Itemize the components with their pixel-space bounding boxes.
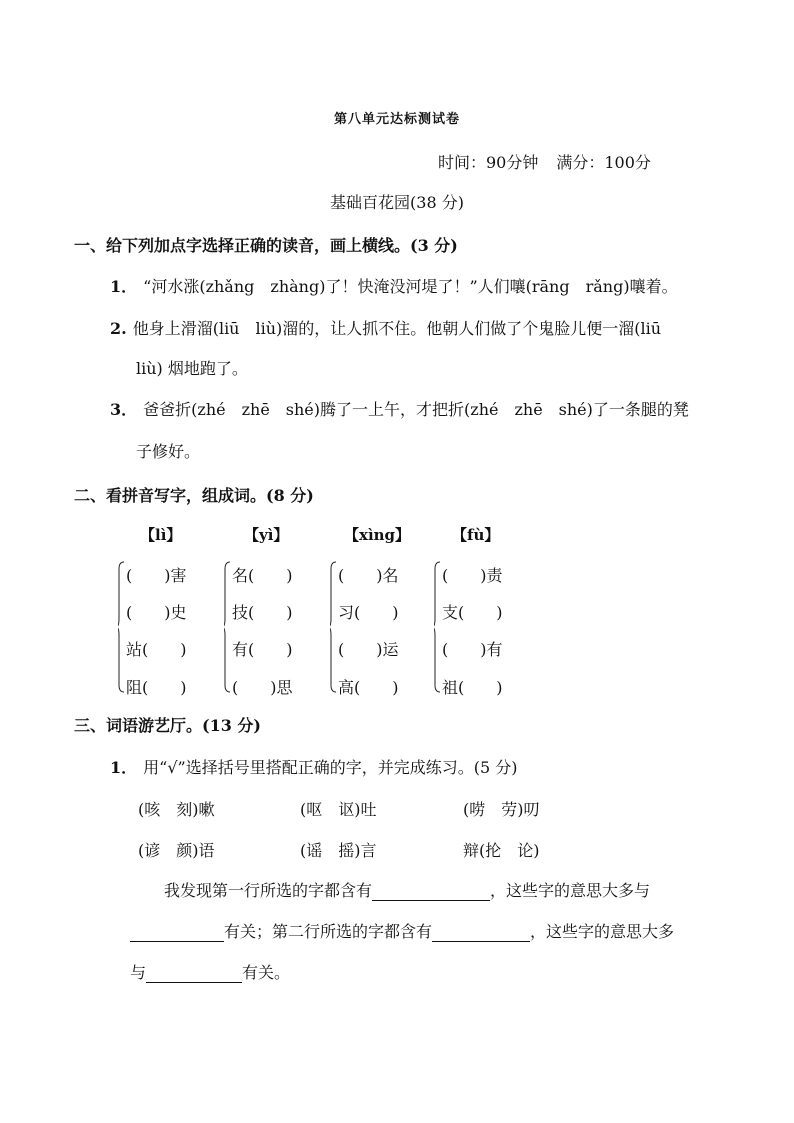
q1-item-2-line-1: 他身上滑溜(liū liù)溜的，让人抓不住。他朝人们做了个鬼脸儿便一溜(liū [132, 319, 662, 338]
word-cell: 站( ) [126, 640, 187, 659]
word-cell: ( )有 [442, 640, 503, 659]
pinyin-label: 【yì】 [244, 526, 289, 544]
paragraph-text: 有关；第二行所选的字都含有 [224, 922, 433, 941]
exam-meta [438, 150, 651, 173]
q1-item-3-line-2: 子修好。 [136, 442, 201, 461]
word-cell: ( )史 [126, 603, 187, 622]
left-brace-icon [224, 561, 230, 693]
choice-item: 辩(抡 论) [463, 841, 540, 860]
word-cell: 阻( ) [126, 678, 187, 697]
q1-item-3-line-1: 爸爸折(zhé zhē shé)腾了一上午，才把折(zhé zhē shé)了一条腿的凳 [143, 400, 689, 419]
q3-sub-1-text: 用“√”选择括号里搭配正确的字，并完成练习。(5 分) [143, 758, 518, 777]
pinyin-label: 【xìng】 [344, 526, 411, 544]
paragraph-text: 有关。 [242, 963, 291, 982]
word-cell: 技( ) [232, 603, 293, 622]
word-cell: ( )害 [126, 566, 187, 585]
choice-item: (唠 劳)叨 [463, 800, 540, 819]
fill-paragraph-line-2 [130, 919, 674, 942]
choice-item: (谣 摇)言 [300, 841, 377, 860]
answer-blank[interactable] [130, 925, 224, 942]
word-cell: 名( ) [232, 566, 293, 585]
pinyin-label: 【lì】 [140, 526, 182, 544]
paragraph-text: 我发现第一行所选的字都含有 [164, 881, 373, 900]
q3-sub-1 [110, 755, 517, 778]
paragraph-text: ，这些字的意思大多 [530, 922, 675, 941]
exam-time: 时间：90分钟 [438, 153, 539, 172]
q3-sub-1-number: 1． [110, 758, 138, 777]
answer-blank[interactable] [146, 966, 242, 983]
word-cell: 支( ) [442, 603, 503, 622]
word-cell: 高( ) [338, 678, 399, 697]
exam-title: 第八单元达标测试卷 [333, 112, 460, 127]
choice-item: (谚 颜)语 [138, 841, 215, 860]
word-cell: 祖( ) [442, 678, 503, 697]
paragraph-text: ，这些字的意思大多与 [490, 881, 651, 900]
fill-paragraph-line-3 [130, 960, 290, 983]
q1-item-3-number: 3． [110, 400, 138, 419]
word-cell: 有( ) [232, 640, 293, 659]
left-brace-icon [118, 561, 124, 693]
word-cell: ( )责 [442, 566, 503, 585]
word-cell: ( )运 [338, 640, 399, 659]
paragraph-text: 与 [130, 963, 147, 982]
q1-item-2 [110, 316, 661, 339]
exam-score: 满分：100分 [556, 153, 651, 172]
answer-blank[interactable] [372, 884, 490, 901]
q1-item-1-number: 1． [110, 277, 138, 296]
q1-item-1-text: “河水涨(zhǎng zhàng)了！快淹没河堤了！”人们嚷(rāng rǎng)嚷着。 [143, 277, 678, 296]
fill-paragraph-line-1 [164, 878, 650, 901]
q2-heading: 二、看拼音写字，组成词。(8 分) [74, 486, 314, 505]
q1-heading: 一、给下列加点字选择正确的读音，画上横线。(3 分) [74, 236, 458, 255]
q1-item-1 [110, 274, 678, 297]
q1-item-3 [110, 397, 689, 420]
answer-blank[interactable] [432, 925, 530, 942]
section-basic-heading: 基础百花园(38 分) [330, 193, 464, 212]
word-cell: 习( ) [338, 603, 399, 622]
q3-heading: 三、词语游艺厅。(13 分) [74, 716, 261, 735]
pinyin-label: 【fù】 [452, 526, 500, 544]
word-cell: ( )名 [338, 566, 399, 585]
choice-item: (咳 刻)嗽 [138, 800, 215, 819]
q1-item-2-number: 2. [110, 319, 127, 338]
left-brace-icon [434, 561, 440, 693]
choice-item: (呕 讴)吐 [300, 800, 377, 819]
word-cell: ( )思 [232, 678, 293, 697]
left-brace-icon [330, 561, 336, 693]
q1-item-2-line-2: liù) 烟地跑了。 [136, 359, 248, 378]
